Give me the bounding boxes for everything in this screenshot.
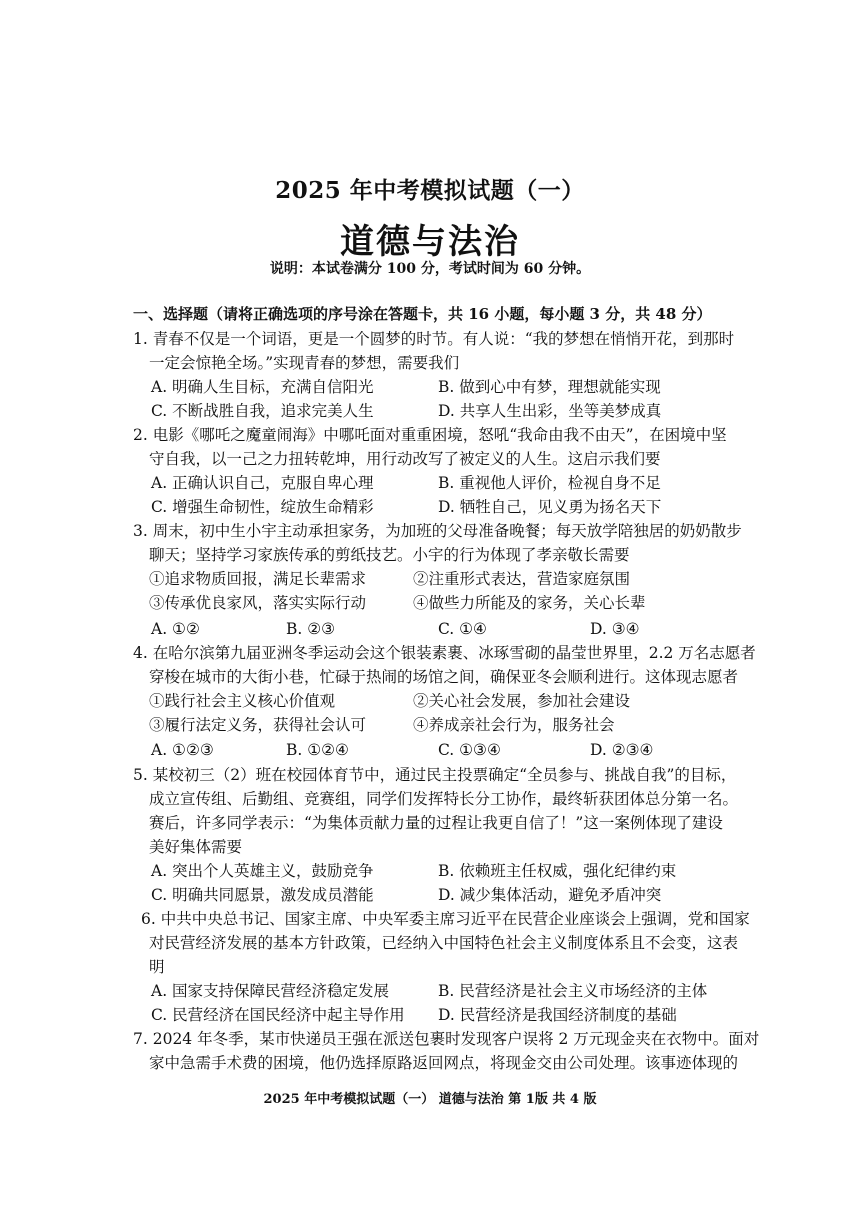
q5-option-b: B. 依赖班主任权威，强化纪律约束 (438, 862, 677, 880)
q5-stem-line: 赛后，许多同学表示：“为集体贡献力量的过程让我更自信了！”这一案例体现了建设 (149, 814, 723, 832)
q3-option-a: A. ①② (151, 620, 200, 638)
q1-option-c: C. 不断战胜自我，追求完美人生 (151, 402, 374, 420)
q3-option-c: C. ①④ (438, 620, 487, 638)
q2-option-a: A. 正确认识自己，克服自卑心理 (151, 474, 374, 492)
q5-stem-line: 成立宣传组、后勤组、竞赛组，同学们发挥特长分工协作，最终斩获团体总分第一名。 (149, 790, 739, 808)
q7-stem-line: 家中急需手术费的困境，他仍选择原路返回网点，将现金交由公司处理。该事迹体现的 (149, 1054, 739, 1072)
q6-option-c: C. 民营经济在国民经济中起主导作用 (151, 1006, 405, 1024)
q6-stem-line: 明 (149, 958, 165, 976)
page-footer: 2025 年中考模拟试题（一） 道德与法治 第 1版 共 4 版 (263, 1092, 597, 1107)
q4-stem-line: 穿梭在城市的大街小巷，忙碌于热闹的场馆之间，确保亚冬会顺利进行。这体现志愿者 (149, 668, 739, 686)
q6-option-b: B. 民营经济是社会主义市场经济的主体 (438, 982, 708, 1000)
q4-option-b: B. ①②④ (286, 741, 349, 759)
q5-option-a: A. 突出个人英雄主义，鼓励竞争 (151, 862, 374, 880)
q3-stem-line: 3. 周末，初中生小宇主动承担家务，为加班的父母准备晚餐；每天放学陪独居的奶奶散步 (133, 522, 742, 540)
q6-stem-line: 对民营经济发展的基本方针政策，已经纳入中国特色社会主义制度体系且不会变，这表 (149, 934, 739, 952)
q1-option-d: D. 共享人生出彩，坐等美梦成真 (438, 402, 662, 420)
q3-stem-line: 聊天；坚持学习家族传承的剪纸技艺。小宇的行为体现了孝亲敬长需要 (149, 546, 630, 564)
q4-option-d: D. ②③④ (590, 741, 654, 759)
q6-option-d: D. 民营经济是我国经济制度的基础 (438, 1006, 677, 1024)
q5-stem-line: 美好集体需要 (149, 838, 243, 856)
q6-option-a: A. 国家支持保障民营经济稳定发展 (151, 982, 390, 1000)
exam-note: 说明：本试卷满分 100 分，考试时间为 60 分钟。 (269, 261, 591, 277)
subject-title: 道德与法治 (340, 222, 520, 262)
q5-stem-line: 5. 某校初三（2）班在校园体育节中，通过民主投票确定“全员参与、挑战自我”的目标， (133, 766, 737, 784)
q5-option-c: C. 明确共同愿景，激发成员潜能 (151, 886, 374, 904)
exam-title: 2025 年中考模拟试题（一） (275, 177, 585, 204)
q3-option-d: D. ③④ (590, 620, 640, 638)
q2-stem-line: 守自我，以一己之力扭转乾坤，用行动改写了被定义的人生。这启示我们要 (149, 450, 661, 468)
q6-stem-line: 6. 中共中央总书记、国家主席、中央军委主席习近平在民营企业座谈会上强调，党和国家 (141, 910, 750, 928)
q4-item-1: ①践行社会主义核心价值观 (149, 692, 336, 710)
q2-option-b: B. 重视他人评价，检视自身不足 (438, 474, 661, 492)
q3-option-b: B. ②③ (286, 620, 336, 638)
q4-stem-line: 4. 在哈尔滨第九届亚洲冬季运动会这个银装素裹、冰琢雪砌的晶莹世界里，2.2 万名志愿者 (133, 644, 756, 662)
q2-option-d: D. 牺牲自己，见义勇为扬名天下 (438, 498, 662, 516)
q1-option-a: A. 明确人生目标，充满自信阳光 (151, 378, 374, 396)
q7-stem-line: 7. 2024 年冬季，某市快递员王强在派送包裹时发现客户误将 2 万元现金夹在衣物中。面对 (133, 1030, 760, 1048)
q2-stem-line: 2. 电影《哪吒之魔童闹海》中哪吒面对重重困境，怒吼“我命由我不由天”，在困境中坚 (133, 426, 727, 444)
q3-item-3: ③传承优良家风，落实实际行动 (149, 594, 367, 612)
q3-item-2: ②注重形式表达，营造家庭氛围 (413, 570, 631, 588)
q3-item-1: ①追求物质回报，满足长辈需求 (149, 570, 367, 588)
q4-item-4: ④养成亲社会行为，服务社会 (413, 716, 615, 734)
section-heading: 一、选择题（请将正确选项的序号涂在答题卡，共 16 小题，每小题 3 分，共 48 分） (133, 305, 712, 323)
q4-item-2: ②关心社会发展，参加社会建设 (413, 692, 631, 710)
q1-option-b: B. 做到心中有梦，理想就能实现 (438, 378, 661, 396)
q3-item-4: ④做些力所能及的家务，关心长辈 (413, 594, 646, 612)
q1-stem-line: 一定会惊艳全场。”实现青春的梦想，需要我们 (149, 354, 460, 372)
q4-option-c: C. ①③④ (438, 741, 501, 759)
q2-option-c: C. 增强生命韧性，绽放生命精彩 (151, 498, 374, 516)
q4-option-a: A. ①②③ (151, 741, 214, 759)
q5-option-d: D. 减少集体活动，避免矛盾冲突 (438, 886, 662, 904)
q4-item-3: ③履行法定义务，获得社会认可 (149, 716, 367, 734)
q1-stem-line: 1. 青春不仅是一个词语，更是一个圆梦的时节。有人说：“我的梦想在悄悄开花，到那时 (133, 330, 735, 348)
